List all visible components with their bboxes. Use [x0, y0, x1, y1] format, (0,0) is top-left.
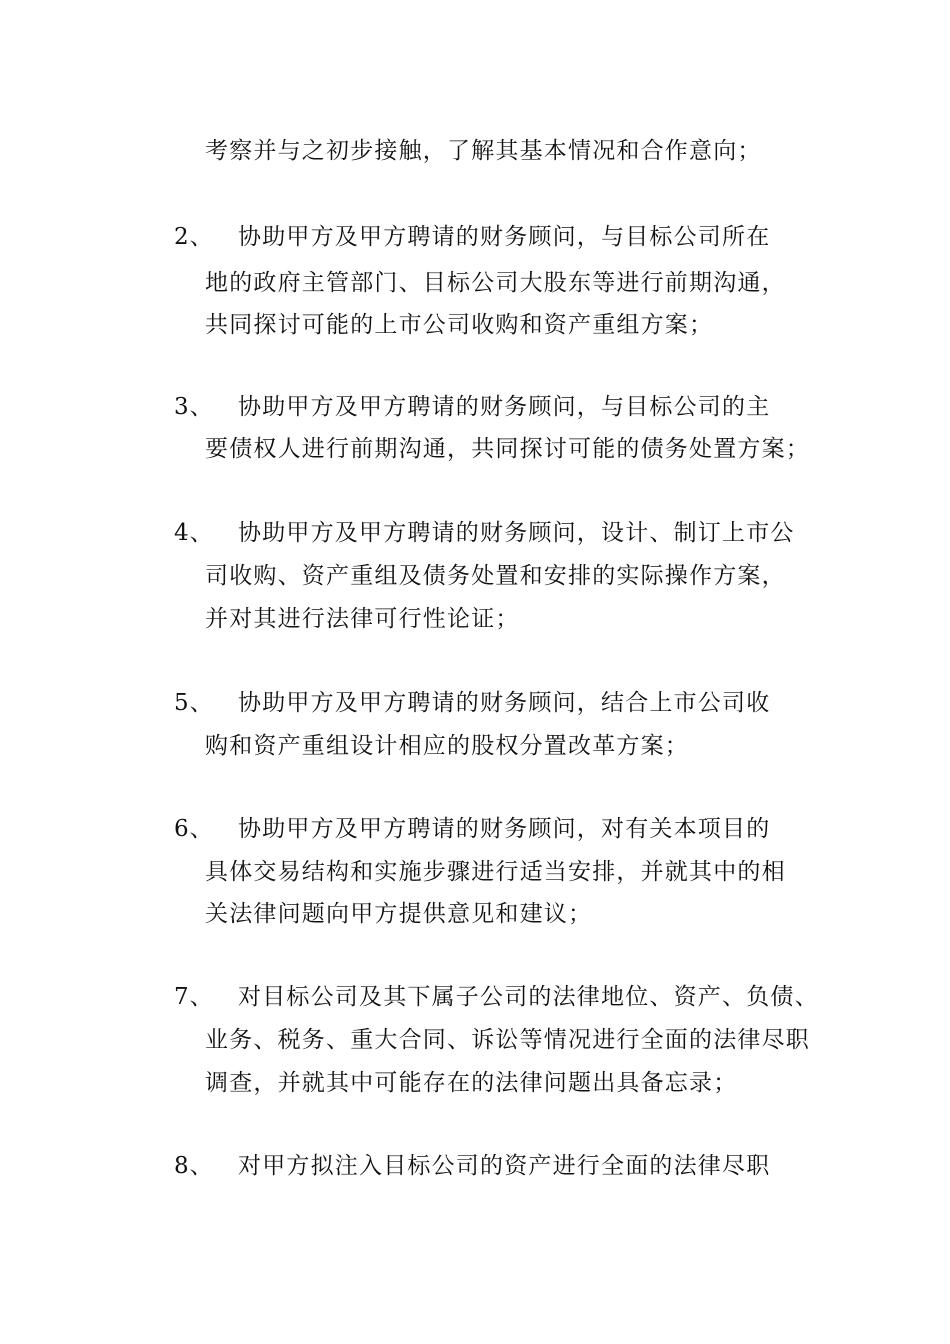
item-line: 关法律问题向甲方提供意见和建议；: [205, 901, 593, 927]
item-number: 5、: [174, 690, 214, 716]
item-line: 司收购、资产重组及债务处置和安排的实际操作方案，: [205, 563, 786, 589]
continuation-line: 考察并与之初步接触，了解其基本情况和合作意向；: [205, 138, 762, 164]
item-number: 4、: [174, 520, 214, 546]
item-line: 调查，并就其中可能存在的法律问题出具备忘录；: [205, 1070, 738, 1096]
item-line: 要债权人进行前期沟通，共同探讨可能的债务处置方案；: [205, 436, 810, 462]
item-line: 地的政府主管部门、目标公司大股东等进行前期沟通，: [205, 270, 786, 296]
item-line: 购和资产重组设计相应的股权分置改革方案；: [205, 733, 689, 759]
item-line: 协助甲方及甲方聘请的财务顾问，与目标公司所在: [238, 224, 771, 250]
item-line: 协助甲方及甲方聘请的财务顾问，与目标公司的主: [238, 394, 771, 420]
item-line: 对甲方拟注入目标公司的资产进行全面的法律尽职: [238, 1153, 771, 1179]
item-line: 协助甲方及甲方聘请的财务顾问，设计、制订上市公: [238, 520, 795, 546]
item-line: 具体交易结构和实施步骤进行适当安排，并就其中的相: [205, 859, 786, 885]
item-number: 7、: [174, 984, 214, 1010]
item-line: 协助甲方及甲方聘请的财务顾问，结合上市公司收: [238, 690, 771, 716]
item-line: 对目标公司及其下属子公司的法律地位、资产、负债、: [238, 984, 819, 1010]
item-number: 6、: [174, 816, 214, 842]
item-line: 业务、税务、重大合同、诉讼等情况进行全面的法律尽职: [205, 1027, 810, 1053]
item-line: 共同探讨可能的上市公司收购和资产重组方案；: [205, 312, 714, 338]
item-number: 3、: [174, 394, 214, 420]
item-number: 8、: [174, 1153, 214, 1179]
item-line: 并对其进行法律可行性论证；: [205, 606, 520, 632]
item-line: 协助甲方及甲方聘请的财务顾问，对有关本项目的: [238, 816, 771, 842]
item-number: 2、: [174, 224, 214, 250]
